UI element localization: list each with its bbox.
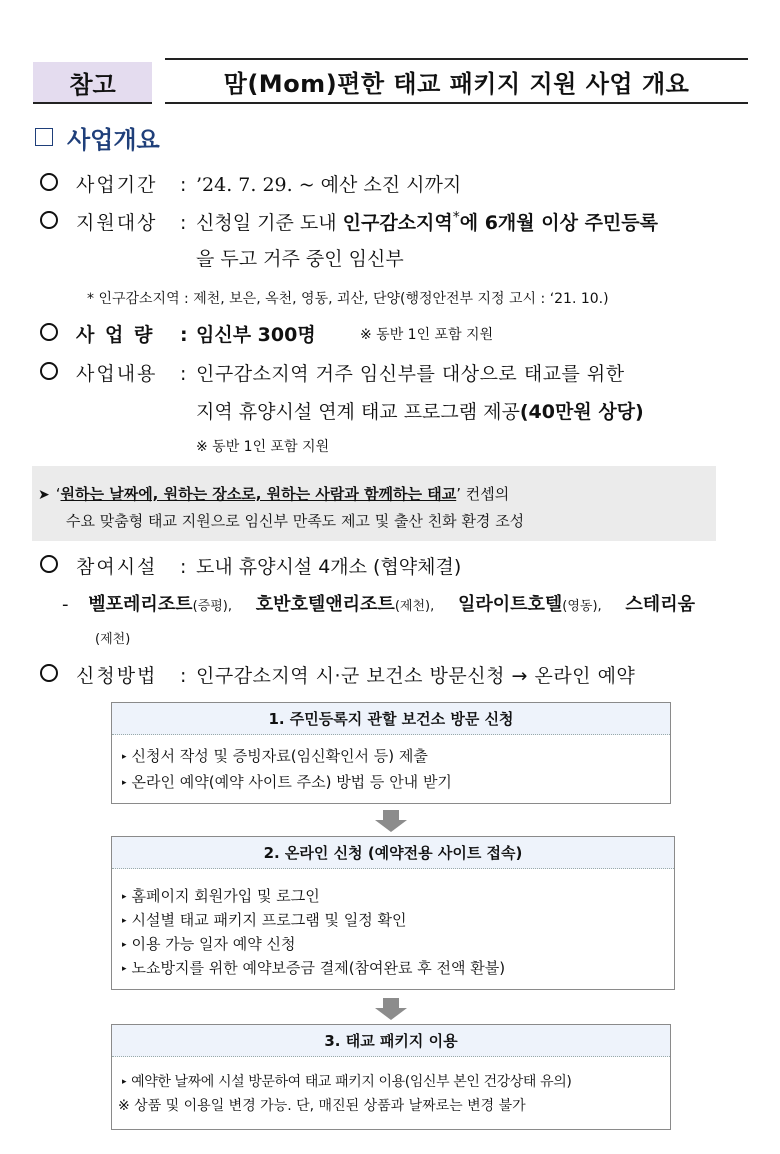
content-line-2 <box>196 397 644 424</box>
step-title: 3. 태교 패키지 이용 <box>112 1025 670 1057</box>
period-row <box>40 170 202 197</box>
arrow-right-icon: ➤ <box>38 487 50 503</box>
triangle-bullet-icon: ▸ <box>122 892 127 902</box>
section-heading <box>35 120 160 155</box>
step-box-2 <box>111 836 675 990</box>
colon: : <box>180 324 188 346</box>
callout-quote-close: ’ 컨셉의 <box>456 485 510 503</box>
down-arrow-icon <box>374 998 408 1020</box>
callout-emphasis: 원하는 날짜에, 원하는 장소로, 원하는 사람과 함께하는 태교 <box>60 485 457 503</box>
content-label: 사업내용 <box>76 363 158 385</box>
facility-name: 스테리움 <box>625 594 695 615</box>
step-item-text: 이용 가능 일자 예약 신청 <box>131 935 296 953</box>
step-note: ※ 상품 및 이용일 변경 가능. 단, 매진된 상품과 날짜로는 변경 불가 <box>118 1098 526 1114</box>
facilities-value: 도내 휴양시설 4개소 (협약체결) <box>196 556 462 578</box>
callout-line-2: 수요 맞춤형 태교 지원으로 임신부 만족도 제고 및 출산 친화 환경 조성 <box>66 512 525 530</box>
target-label: 지원대상 <box>76 212 158 234</box>
step-title: 2. 온라인 신청 (예약전용 사이트 접속) <box>112 837 674 869</box>
target-text-a: 신청일 기준 도내 <box>196 212 343 234</box>
method-label: 신청방법 <box>76 665 158 687</box>
facility-region: (영동), <box>562 599 602 614</box>
period-value: ’24. 7. 29. ~ 예산 소진 시까지 <box>196 174 462 196</box>
circle-bullet-icon <box>40 555 58 573</box>
colon: : <box>180 363 187 385</box>
circle-bullet-icon <box>40 323 58 341</box>
triangle-bullet-icon: ▸ <box>122 940 127 950</box>
volume-value: 임신부 300명 <box>196 324 316 346</box>
step-item <box>122 771 452 792</box>
target-row <box>40 208 202 235</box>
checkbox-square-icon <box>35 128 53 146</box>
target-star: * <box>452 209 460 226</box>
step-item-text: 신청서 작성 및 증빙자료(임신확인서 등) 제출 <box>131 747 428 765</box>
facility-region: (증평), <box>192 599 232 614</box>
step-item <box>122 1071 571 1091</box>
page-title: 맘(Mom)편한 태교 패키지 지원 사업 개요 <box>165 58 748 104</box>
triangle-bullet-icon: ▸ <box>122 1077 127 1087</box>
circle-bullet-icon <box>40 173 58 191</box>
content-note: ※ 동반 1인 포함 지원 <box>196 439 330 455</box>
colon: : <box>180 665 187 687</box>
callout-line-1 <box>38 483 509 504</box>
step-item-text: 온라인 예약(예약 사이트 주소) 방법 등 안내 받기 <box>131 773 452 791</box>
triangle-bullet-icon: ▸ <box>122 778 127 788</box>
step-item <box>122 933 296 954</box>
target-note: * 인구감소지역 : 제천, 보은, 옥천, 영동, 괴산, 단양(행정안전부 지정 고시 : ‘21. 10.) <box>87 291 609 307</box>
step-item <box>122 957 505 978</box>
colon: : <box>180 212 187 234</box>
content-row <box>40 359 202 386</box>
method-row <box>40 661 202 688</box>
step-item-text: 노쇼방지를 위한 예약보증금 결제(참여완료 후 전액 환불) <box>131 959 506 977</box>
concept-callout <box>32 466 716 541</box>
step-item <box>122 885 320 906</box>
dash: - <box>62 594 69 615</box>
facilities-row <box>40 552 202 579</box>
facility-region: (제천) <box>95 632 131 647</box>
circle-bullet-icon <box>40 362 58 380</box>
triangle-bullet-icon: ▸ <box>122 752 127 762</box>
period-label: 사업기간 <box>76 174 158 196</box>
step-item <box>122 745 428 766</box>
facility-name: 벨포레리조트 <box>88 594 193 615</box>
facility-region: (제천), <box>394 599 435 614</box>
content-text-a: 지역 휴양시설 연계 태교 프로그램 제공 <box>196 401 520 423</box>
step-item-text: 시설별 태교 패키지 프로그램 및 일정 확인 <box>131 911 407 929</box>
step-title: 1. 주민등록지 관할 보건소 방문 신청 <box>112 703 670 735</box>
content-text-b: (40만원 상당) <box>519 401 644 423</box>
triangle-bullet-icon: ▸ <box>122 964 127 974</box>
target-line-2: 을 두고 거주 중인 임신부 <box>196 248 404 270</box>
callout-quote-open: ‘ <box>55 485 61 503</box>
step-item-text: 예약한 날짜에 시설 방문하여 태교 패키지 이용(임신부 본인 건강상태 유의) <box>131 1074 572 1090</box>
volume-note: ※ 동반 1인 포함 지원 <box>360 327 494 343</box>
target-text-b: 인구감소지역 <box>342 212 453 234</box>
reference-tag: 참고 <box>33 62 152 104</box>
step-box-3 <box>111 1024 671 1130</box>
circle-bullet-icon <box>40 664 58 682</box>
facility-name: 호반호텔앤리조트 <box>255 594 395 615</box>
method-value: 인구감소지역 시·군 보건소 방문신청 → 온라인 예약 <box>196 665 636 687</box>
facility-name: 일라이트호텔 <box>457 594 563 615</box>
target-text-c: 에 6개월 이상 주민등록 <box>459 212 658 234</box>
colon: : <box>180 174 187 196</box>
section-title: 사업개요 <box>67 126 160 154</box>
down-arrow-icon <box>374 810 408 832</box>
colon: : <box>180 556 187 578</box>
volume-row <box>40 320 202 347</box>
facility-list <box>62 590 695 616</box>
step-item-text: 홈페이지 회원가입 및 로그인 <box>131 887 320 905</box>
step-box-1 <box>111 702 671 804</box>
facilities-label: 참여시설 <box>76 556 158 578</box>
volume-label: 사 업 량 <box>76 324 155 346</box>
triangle-bullet-icon: ▸ <box>122 916 127 926</box>
step-item <box>122 909 406 930</box>
content-line-1: 인구감소지역 거주 임신부를 대상으로 태교를 위한 <box>196 363 625 385</box>
target-line-1 <box>196 208 658 235</box>
circle-bullet-icon <box>40 211 58 229</box>
